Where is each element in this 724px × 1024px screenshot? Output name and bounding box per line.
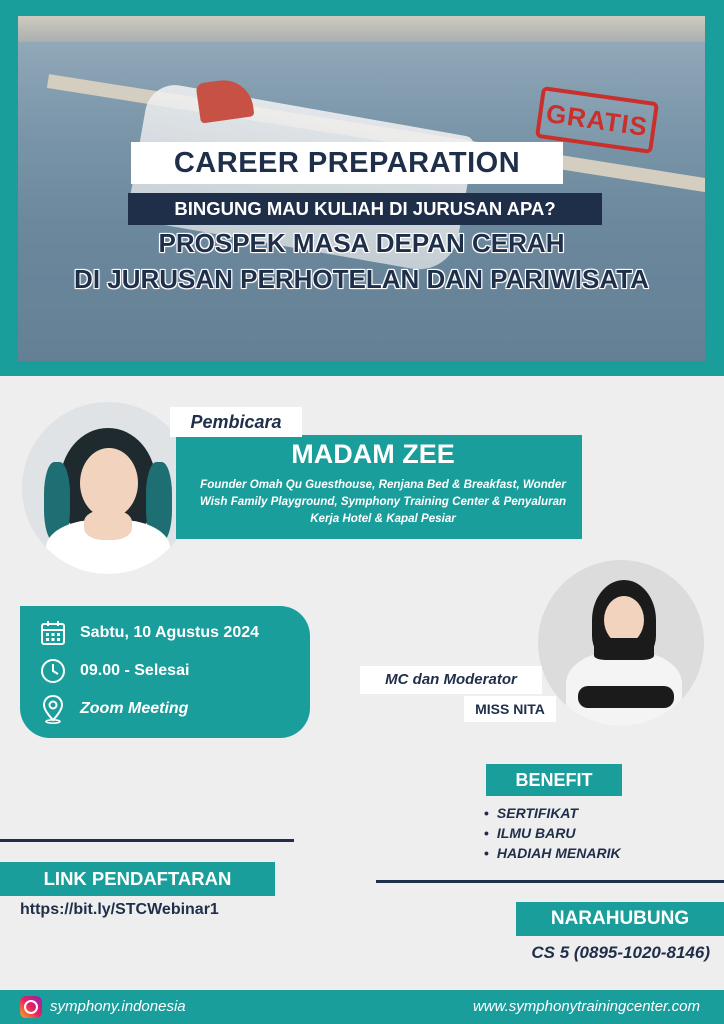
speaker-photo [22,402,194,574]
event-time-row [38,656,189,686]
headline-line-1: PROSPEK MASA DEPAN CERAH [158,228,565,258]
speaker-tag: Pembicara [170,407,302,437]
mc-photo [538,560,704,726]
headline-line-2: DI JURUSAN PERHOTELAN DAN PARIWISATA [74,264,649,294]
list-item: • SERTIFIKAT [484,803,621,823]
event-date: Sabtu, 10 Agustus 2024 [80,624,260,641]
list-item: • ILMU BARU [484,823,621,843]
event-place-row [38,694,188,724]
event-time: 09.00 - Selesai [80,662,190,679]
footer-bar [0,990,724,1024]
contact-value: CS 5 (0895-1020-8146) [531,943,710,962]
divider-right [376,880,724,883]
speaker-name: MADAM ZEE [291,439,455,469]
divider-left [0,839,294,842]
registration-title: LINK PENDAFTARAN [0,862,275,896]
benefit-list [484,803,621,863]
mc-tag: MC dan Moderator [360,666,542,694]
subtitle-banner: BINGUNG MAU KULIAH DI JURUSAN APA? [128,193,602,225]
clock-icon [38,656,68,686]
instagram-icon [20,996,42,1018]
website-link[interactable]: www.symphonytrainingcenter.com [472,998,700,1015]
contact-title: NARAHUBUNG [516,902,724,936]
gratis-stamp: GRATIS [535,86,659,154]
benefit-title: BENEFIT [486,764,622,796]
event-date-row [38,618,259,648]
location-pin-icon [38,694,68,724]
hero-image-cruise-ship [18,16,705,361]
event-place: Zoom Meeting [80,700,189,717]
instagram-handle[interactable]: symphony.indonesia [50,998,186,1015]
calendar-icon [38,618,68,648]
speaker-description: Founder Omah Qu Guesthouse, Renjana Bed & Breakfast, Wonder Wish Family Playground, Symphony Training Center & Penyaluran Kerja Hotel & Kapal Pesiar [199,478,567,525]
mc-name: MISS NITA [464,696,556,722]
list-item: • HADIAH MENARIK [484,843,621,863]
registration-link[interactable]: https://bit.ly/STCWebinar1 [20,901,219,918]
page-title: CAREER PREPARATION [131,142,563,184]
